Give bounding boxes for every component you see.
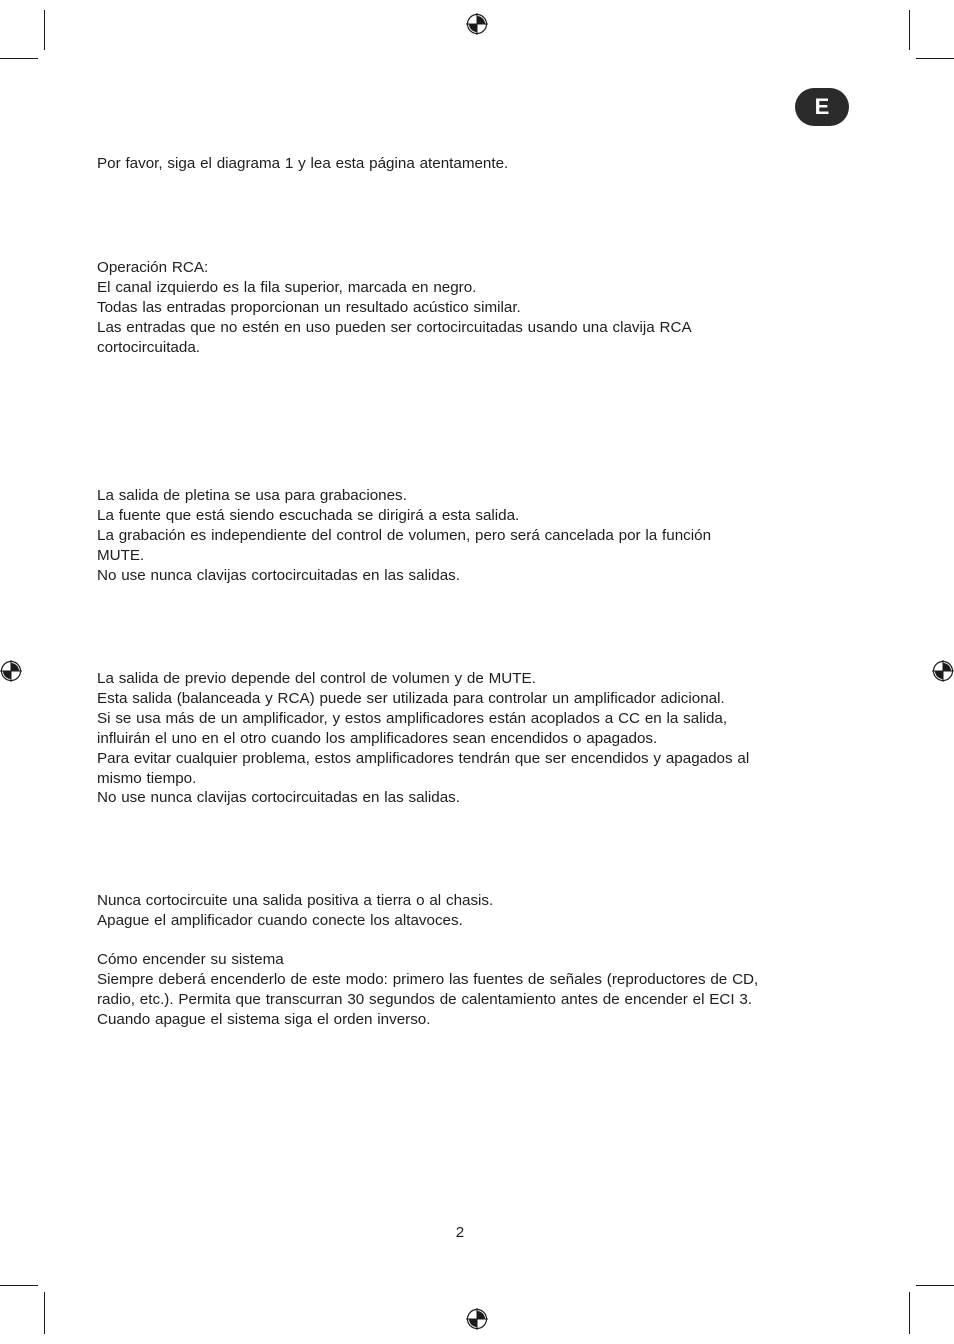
crop-mark [44,1292,45,1334]
preamp-output-section [97,669,832,808]
text-line: cortocircuitada. [97,338,200,356]
text-line: mismo tiempo. [97,769,197,787]
rca-section [97,258,832,358]
language-badge: E [795,88,849,126]
registration-mark-icon [0,660,22,682]
text-line: Siempre deberá encenderlo de este modo: primero las fuentes de señales (reproductores de CD, [97,970,759,988]
crop-mark [0,1285,38,1286]
text-line: La grabación es independiente del control de volumen, pero será cancelada por la función [97,526,712,544]
text-line: Apague el amplificador cuando conecte los altavoces. [97,911,463,929]
crop-mark [44,10,45,50]
text-line: influirán el uno en el otro cuando los amplificadores sean encendidos o apagados. [97,729,658,747]
text-line: No use nunca clavijas cortocircuitadas en las salidas. [97,566,460,584]
registration-mark-icon [466,13,488,35]
speaker-section [97,891,832,931]
crop-mark [916,58,954,59]
page-number: 2 [455,1224,465,1241]
crop-mark [909,10,910,50]
text-line: El canal izquierdo es la fila superior, marcada en negro. [97,278,477,296]
text-line: La salida de previo depende del control de volumen y de MUTE. [97,670,536,687]
intro-paragraph [97,154,832,174]
crop-mark [916,1285,954,1286]
text-line: Todas las entradas proporcionan un resultado acústico similar. [97,298,521,316]
crop-mark [0,58,38,59]
text-line: Nunca cortocircuite una salida positiva a tierra o al chasis. [97,892,494,909]
registration-mark-icon [932,660,954,682]
tape-output-section [97,486,832,586]
text-line: Esta salida (balanceada y RCA) puede ser utilizada para controlar un amplificador adicional. [97,689,725,707]
text-line: Para evitar cualquier problema, estos amplificadores tendrán que ser encendidos y apagados al [97,749,750,767]
text-line: Las entradas que no estén en uso pueden ser cortocircuitadas usando una clavija RCA [97,318,692,336]
text-line: Operación RCA: [97,259,209,276]
text-line: radio, etc.). Permita que transcurran 30 segundos de calentamiento antes de encender el ECI 3. [97,990,753,1008]
registration-mark-icon [466,1308,488,1330]
text-line: No use nunca clavijas cortocircuitadas en las salidas. [97,789,460,807]
text-line: Si se usa más de un amplificador, y estos amplificadores están acoplados a CC en la salida, [97,709,728,727]
text-line: La salida de pletina se usa para grabaciones. [97,487,407,504]
text-line: Cuando apague el sistema siga el orden inverso. [97,1010,431,1028]
text-line: Por favor, siga el diagrama 1 y lea esta página atentamente. [97,155,509,172]
text-line: MUTE. [97,546,145,564]
crop-mark [909,1292,910,1334]
text-line: La fuente que está siendo escuchada se dirigirá a esta salida. [97,506,520,524]
power-on-section [97,950,832,1030]
text-line: Cómo encender su sistema [97,951,284,968]
